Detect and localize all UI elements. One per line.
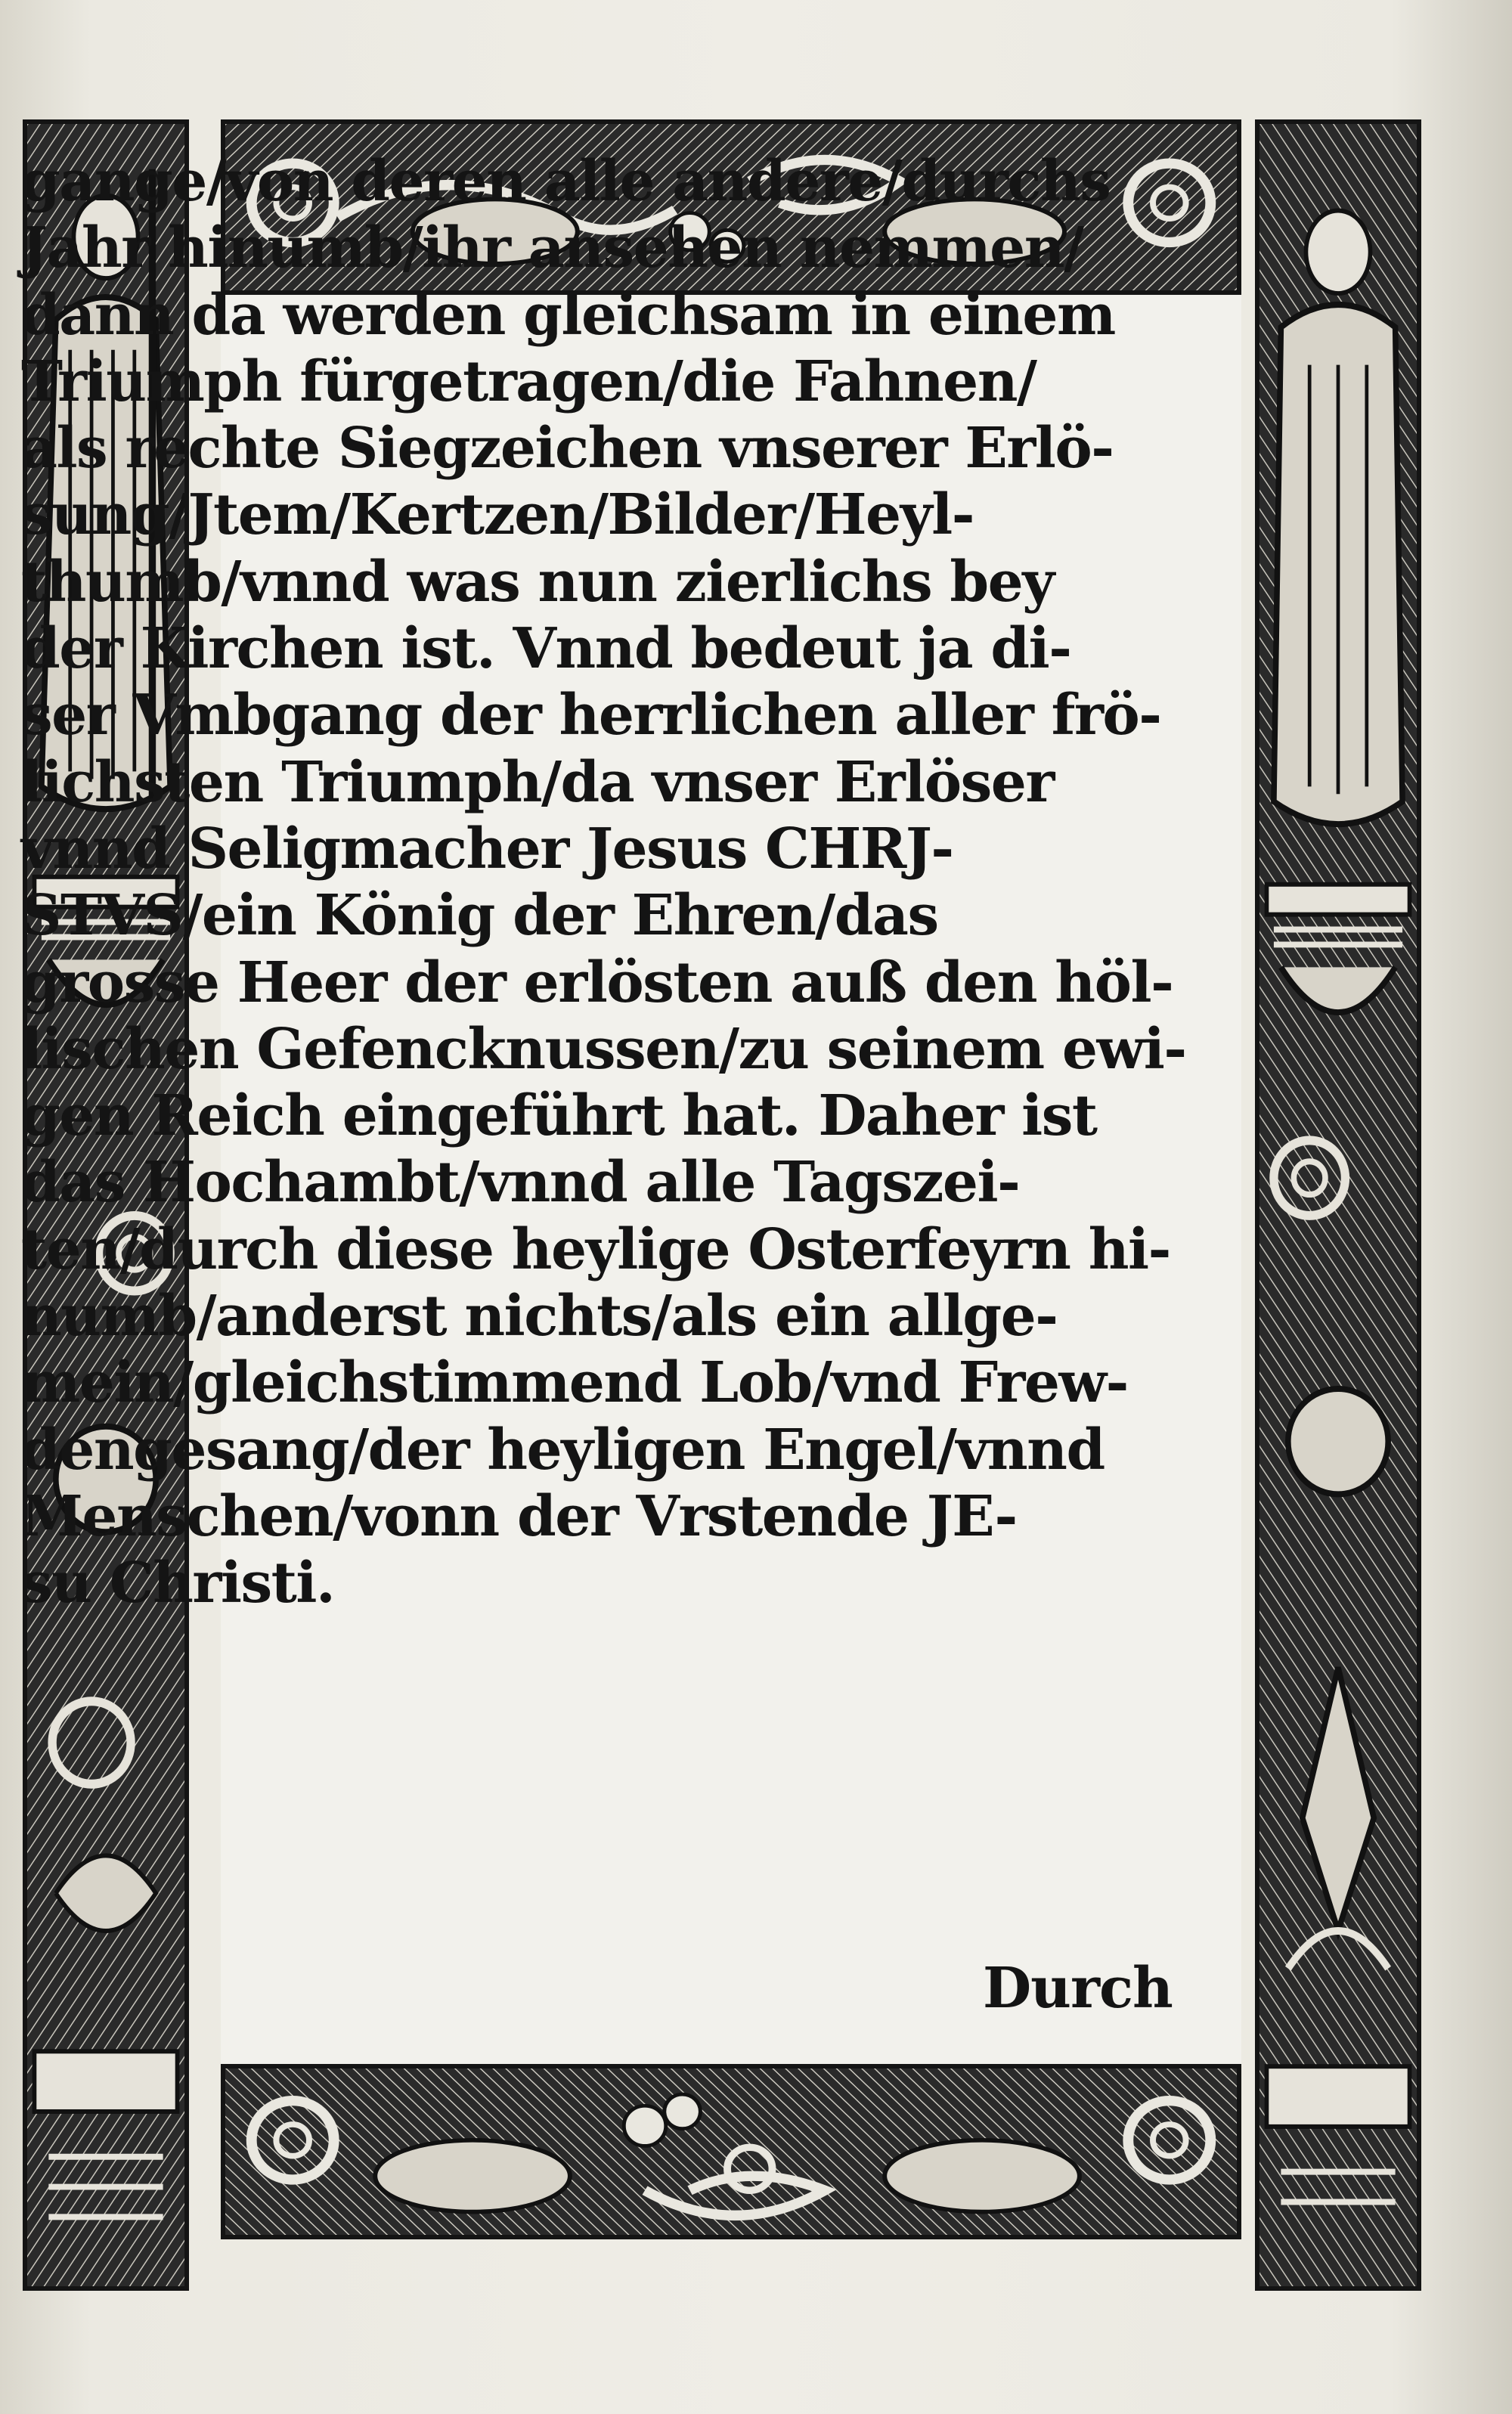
text-line: vnnd Seligmacher Jesus CHRJ- xyxy=(21,816,953,882)
text-line: ser Vmbgang der herrlichen aller frö- xyxy=(21,683,1161,748)
text-line: ten/durch diese heylige Osterfeyrn hi- xyxy=(21,1216,1170,1282)
text-line: lichsten Triumph/da vnser Erlöser xyxy=(21,749,1054,815)
text-line: dengesang/der heyligen Engel/vnnd xyxy=(21,1417,1105,1483)
text-line: mein/gleichstimmend Lob/vnd Frew- xyxy=(21,1350,1128,1416)
text-line: Menschen/vonn der Vrstende JE- xyxy=(21,1483,1017,1549)
text-line: gen Reich eingeführt hat. Daher ist xyxy=(21,1083,1097,1149)
bottom-border-band xyxy=(221,2064,1241,2239)
text-line: numb/anderst nichts/als ein allge- xyxy=(21,1284,1058,1350)
text-line: su Christi. xyxy=(21,1551,335,1616)
text-line: das Hochambt/vnnd alle Tagszei- xyxy=(21,1150,1020,1216)
catchword: Durch xyxy=(983,1956,1173,2021)
text-line: Triumph fürgetragen/die Fahnen/ xyxy=(21,349,1036,414)
text-line: gange/von deren alle andere/durchs xyxy=(21,149,1111,214)
woodcut-band-icon xyxy=(225,2068,1237,2235)
right-border-column xyxy=(1255,119,1421,2291)
text-line: sung/Jtem/Kertzen/Bilder/Heyl- xyxy=(21,482,974,548)
text-line: als rechte Siegzeichen vnserer Erlö- xyxy=(21,416,1114,482)
text-line: thumb/vnnd was nun zierlichs bey xyxy=(21,549,1054,615)
woodcut-pillar-icon xyxy=(1259,124,1417,2286)
text-line: grosse Heer der erlösten auß den höl- xyxy=(21,950,1173,1015)
text-line: Jahr hinumb/ihr ansehen nemmen/ xyxy=(21,215,1083,281)
body-text xyxy=(21,148,1186,1617)
text-line: der Kirchen ist. Vnnd bedeut ja di- xyxy=(21,616,1071,682)
text-line: STVS/ein König der Ehren/das xyxy=(21,883,938,949)
text-line: dann da werden gleichsam in einem xyxy=(21,282,1115,348)
text-line: lischen Gefencknussen/zu seinem ewi- xyxy=(21,1016,1186,1082)
